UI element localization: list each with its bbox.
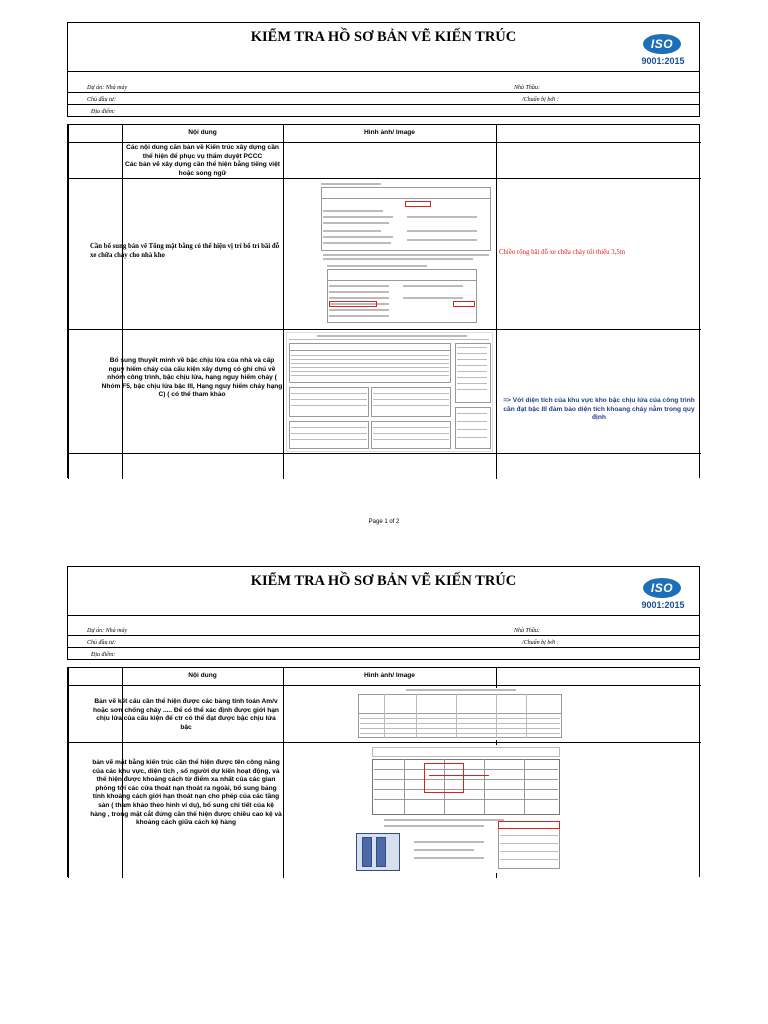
checklist-table-2 bbox=[67, 667, 700, 877]
row-2-note: Chiều rộng bãi đỗ xe chữa cháy tối thiểu 3,5m bbox=[499, 249, 625, 256]
prepared-by-label: /Chuẩn bị bởi : bbox=[522, 97, 559, 103]
investor-label-2: Chủ đầu tư: bbox=[87, 640, 116, 646]
checklist-table bbox=[67, 124, 700, 478]
row-3-note: => Với diện tích của khu vực kho bậc chịu lửa của công trình cần đạt bậc III đảm bảo diện tích khoang cháy nằm trong quy định bbox=[503, 397, 695, 422]
document-title-2: KIỂM TRA HỒ SƠ BẢN VẼ KIẾN TRÚC bbox=[250, 573, 517, 589]
row-3-content: Bổ sung thuyết minh về bậc chịu lửa của nhà và cấp nguy hiểm cháy của cấu kiện xây dựng có ghi chú về nhóm công trình, bậc chịu lửa, hạng nguy hiểm cháy ( Nhóm F5, bậc chịu lửa bậc III, Hạng nguy hiểm cháy hạng C) ( có thể tham khảo bbox=[101, 357, 283, 399]
column-header-content: Nội dung bbox=[188, 129, 217, 136]
row-2-content-2: bản vẽ mặt bằng kiến trúc cần thể hiện được tên công năng của các khu vực, diện tích , số người dự kiến hoạt động, và thể hiện được khoảng cách từ điểm xa nhất của các gian phòng tới các cửa thoát nạn thoát ra ngoài, bổ sung bảng tính khoảng cách giới hạn thoát nạn cho phép của các tầng sàn ( tham khảo theo hình ví dụ), bổ sung chi tiết của kệ hàng , trong mặt cắt đứng cần thể hiện được chiều cao kệ và khoảng cách giữa cách kệ hàng bbox=[90, 759, 282, 827]
project-label-2: Dự án: Nhà máy bbox=[87, 628, 128, 634]
row-1-content-2: Bản vẽ kết cấu cần thể hiện được các bảng tính toán Am/v hoặc sơn chống cháy ..... Để có thể xác định được giới hạn chịu lửa của cấu kiện để ctr có thể đạt được bậc chịu lửa bậc bbox=[93, 698, 279, 731]
contractor-label: Nhà Thầu: bbox=[514, 85, 540, 91]
prepared-by-label-2: /Chuẩn bị bởi : bbox=[522, 640, 559, 646]
document-title: KIỂM TRA HỒ SƠ BẢN VẼ KIẾN TRÚC bbox=[250, 29, 517, 45]
fire-resistance-table-image bbox=[286, 332, 493, 452]
iso-logo-text-2: ISO bbox=[650, 581, 674, 595]
structural-calculation-table-image bbox=[356, 688, 564, 740]
floor-plan-image bbox=[354, 745, 563, 873]
location-label: Địa điểm: bbox=[91, 109, 116, 115]
iso-logo-text: ISO bbox=[650, 37, 674, 51]
column-header-content-2: Nội dung bbox=[188, 672, 217, 679]
contractor-label-2: Nhà Thầu: bbox=[514, 628, 540, 634]
document-header-2 bbox=[67, 566, 700, 616]
column-header-image-2: Hình ảnh/ Image bbox=[364, 672, 415, 679]
column-header-image: Hình ảnh/ Image bbox=[364, 129, 415, 136]
row-1-content: Các nội dung căn bản về Kiến trúc xây dựng cần thể hiện để phục vụ thẩm duyệt PCCC Các bản vẽ xây dựng cần thể hiện bằng tiếng việt hoặc song ngữ bbox=[124, 144, 280, 177]
iso-code: 9001:2015 bbox=[641, 56, 685, 66]
fire-truck-table-image bbox=[319, 181, 494, 327]
document-header bbox=[67, 22, 700, 72]
page-footer: Page 1 of 2 bbox=[368, 519, 400, 525]
row-2-text: Cần bổ sung bản vẽ Tổng mặt bằng có thể hiện vị trí bố trí bãi đỗ xe chữa cháy cho nhà kho bbox=[90, 243, 280, 259]
iso-code-2: 9001:2015 bbox=[641, 600, 685, 610]
row-2-content bbox=[90, 243, 286, 260]
investor-label: Chủ đầu tư: bbox=[87, 97, 116, 103]
project-label: Dự án: Nhà máy bbox=[87, 85, 128, 91]
location-label-2: Địa điểm: bbox=[91, 652, 116, 658]
